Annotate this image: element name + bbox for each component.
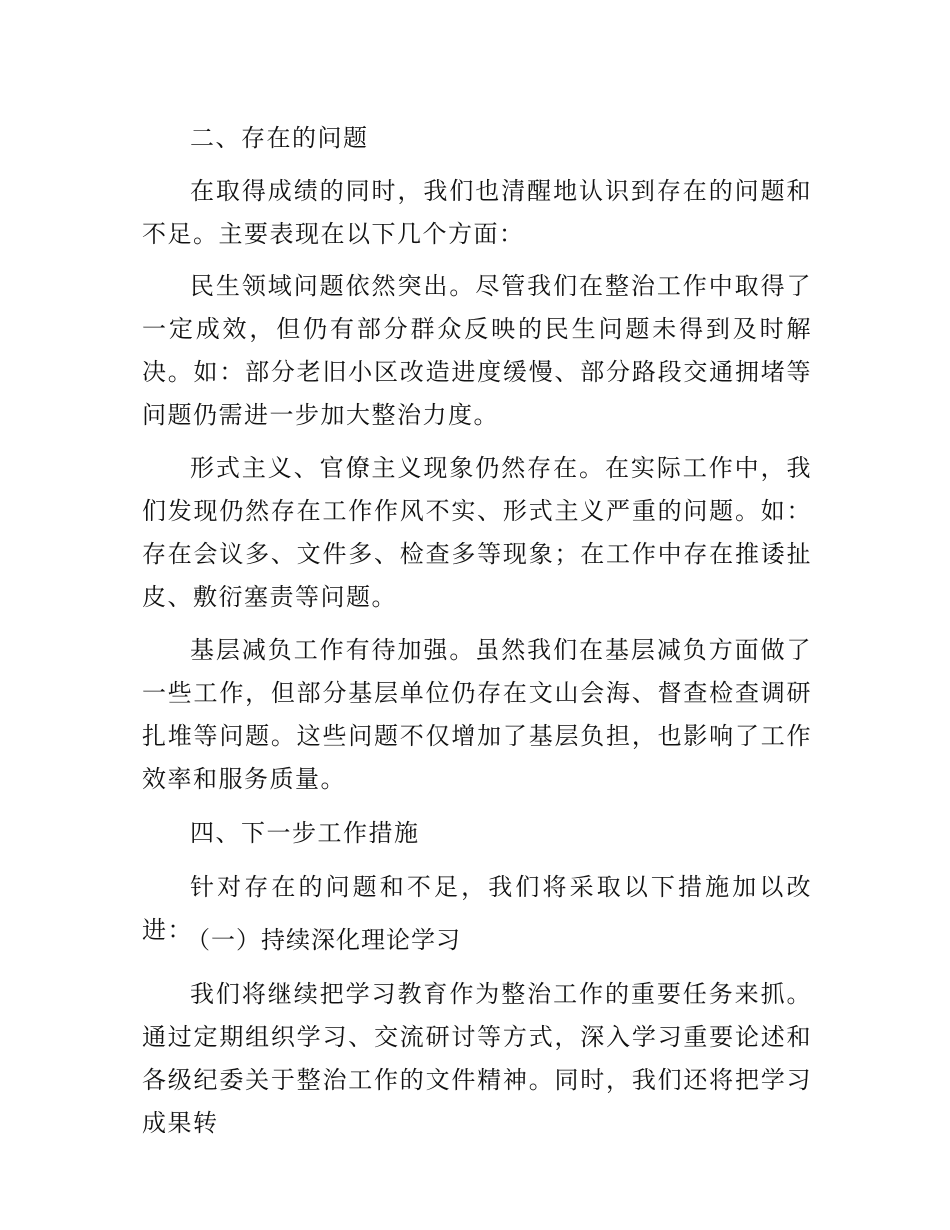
section-heading-problems: 二、存在的问题 — [190, 124, 369, 152]
subsection-heading-theory-study: （一）持续深化理论学习 — [186, 926, 461, 954]
section-heading-next-steps: 四、下一步工作措施 — [190, 819, 420, 847]
paragraph-theory-study: 我们将继续把学习教育作为整治工作的重要任务来抓。通过定期组织学习、交流研讨等方式，深入学习重要论述和各级纪委关于整治工作的文件精神。同时，我们还将把学习成果转 — [142, 980, 812, 1137]
paragraph-intro: 在取得成绩的同时，我们也清醒地认识到存在的问题和不足。主要表现在以下几个方面： — [142, 177, 812, 248]
paragraph-livelihood-problem: 民生领域问题依然突出。尽管我们在整治工作中取得了一定成效，但仍有部分群众反映的民生问题未得到及时解决。如：部分老旧小区改造进度缓慢、部分路段交通拥堵等问题仍需进一步加大整治力度。 — [142, 272, 812, 429]
paragraph-measures-intro: 针对存在的问题和不足，我们将采取以下措施加以改进： — [142, 873, 812, 944]
paragraph-burden-problem: 基层减负工作有待加强。虽然我们在基层减负方面做了一些工作，但部分基层单位仍存在文山会海、督查检查调研扎堆等问题。这些问题不仅增加了基层负担，也影响了工作效率和服务质量。 — [142, 636, 812, 793]
paragraph-formalism-problem: 形式主义、官僚主义现象仍然存在。在实际工作中，我们发现仍然存在工作作风不实、形式主义严重的问题。如：存在会议多、文件多、检查多等现象；在工作中存在推诿扯皮、敷衍塞责等问题。 — [142, 454, 812, 611]
